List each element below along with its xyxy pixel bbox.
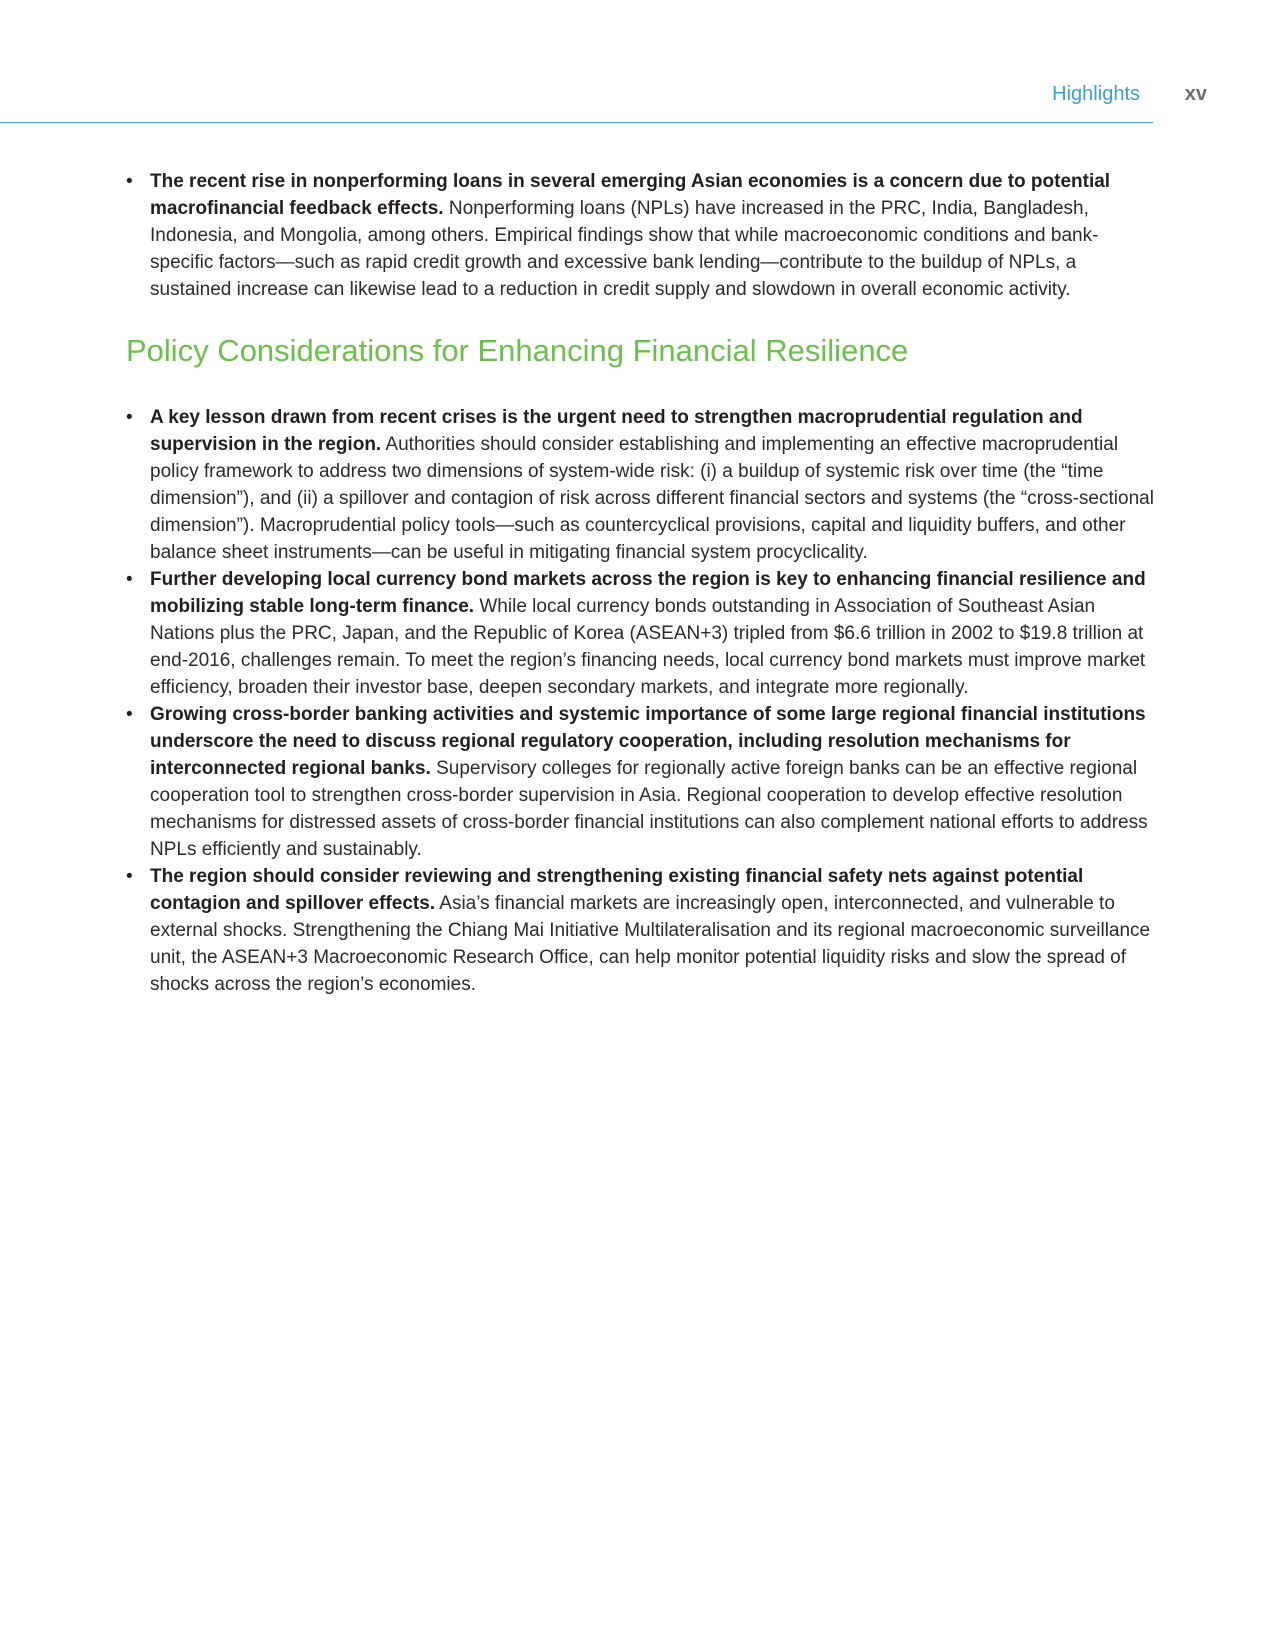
- bullet-icon: •: [126, 171, 133, 192]
- bullet-body-text: Supervisory colleges for regionally active foreign banks can be an effective regional cooperation tool to strengthen cross-border supervision in Asia. Regional cooperation to develop effective resolution mechanisms for distressed assets of cross-border financial institutions can also complement national efforts to address NPLs efficiently and sustainably.: [150, 758, 1148, 860]
- list-item: [126, 404, 1156, 566]
- list-item: [126, 863, 1156, 998]
- running-header: [0, 80, 1275, 124]
- section-heading: Policy Considerations for Enhancing Financial Resilience: [126, 333, 909, 368]
- bullet-body-text: Nonperforming loans (NPLs) have increased in the PRC, India, Bangladesh, Indonesia, and Mongolia, among others. Empirical findings show that while macroeconomic conditions and bank-specific factors—such as rapid credit growth and excessive bank lending—contribute to the buildup of NPLs, a sustained increase can likewise lead to a reduction in credit supply and slowdown in overall economic activity.: [150, 198, 1099, 300]
- bullet-lead-text: Growing cross-border banking activities and systemic importance of some large regional financial institutions underscore the need to discuss regional regulatory cooperation, including resolution mechanisms for interconnected regional banks.: [150, 704, 1146, 779]
- bullet-lead-text: The region should consider reviewing and strengthening existing financial safety nets against potential contagion and spillover effects.: [150, 866, 1084, 914]
- running-header-title: Highlights: [1052, 83, 1140, 105]
- policy-bullet-list: [126, 404, 1156, 998]
- list-item: [126, 168, 1156, 303]
- bullet-lead-text: The recent rise in nonperforming loans in several emerging Asian economies is a concern due to potential macrofinancial feedback effects.: [150, 171, 1111, 219]
- intro-bullet-list: [126, 168, 1156, 303]
- list-item: [126, 566, 1156, 701]
- bullet-lead-text: Further developing local currency bond markets across the region is key to enhancing financial resilience and mobilizing stable long-term finance.: [150, 569, 1146, 617]
- bullet-lead-text: A key lesson drawn from recent crises is the urgent need to strengthen macroprudential regulation and supervision in the region.: [150, 407, 1083, 455]
- page-number: xv: [1184, 83, 1207, 105]
- bullet-body-text: Asia’s financial markets are increasingly open, interconnected, and vulnerable to external shocks. Strengthening the Chiang Mai Initiative Multilateralisation and its regional macroeconomic surveillance unit, the ASEAN+3 Macroeconomic Research Office, can help monitor potential liquidity risks and slow the spread of shocks across the region’s economies.: [150, 893, 1151, 995]
- bullet-body-text: While local currency bonds outstanding in Association of Southeast Asian Nations plus the PRC, Japan, and the Republic of Korea (ASEAN+3) tripled from $6.6 trillion in 2002 to $19.8 trillion at end-2016, challenges remain. To meet the region’s financing needs, local currency bond markets must improve market efficiency, broaden their investor base, deepen secondary markets, and integrate more regionally.: [150, 596, 1146, 698]
- bullet-icon: •: [126, 407, 133, 428]
- bullet-icon: •: [126, 866, 133, 887]
- list-item: [126, 701, 1156, 863]
- bullet-icon: •: [126, 704, 133, 725]
- header-rule: [0, 122, 1153, 123]
- bullet-body-text: Authorities should consider establishing and implementing an effective macroprudential policy framework to address two dimensions of system-wide risk: (i) a buildup of systemic risk over time (the “time dimension”), and (ii) a spillover and contagion of risk across different financial sectors and systems (the “cross-sectional dimension”). Macroprudential policy tools—such as countercyclical provisions, capital and liquidity buffers, and other balance sheet instruments—can be useful in mitigating financial system procyclicality.: [150, 434, 1154, 563]
- page-body: [126, 168, 1156, 998]
- bullet-icon: •: [126, 569, 133, 590]
